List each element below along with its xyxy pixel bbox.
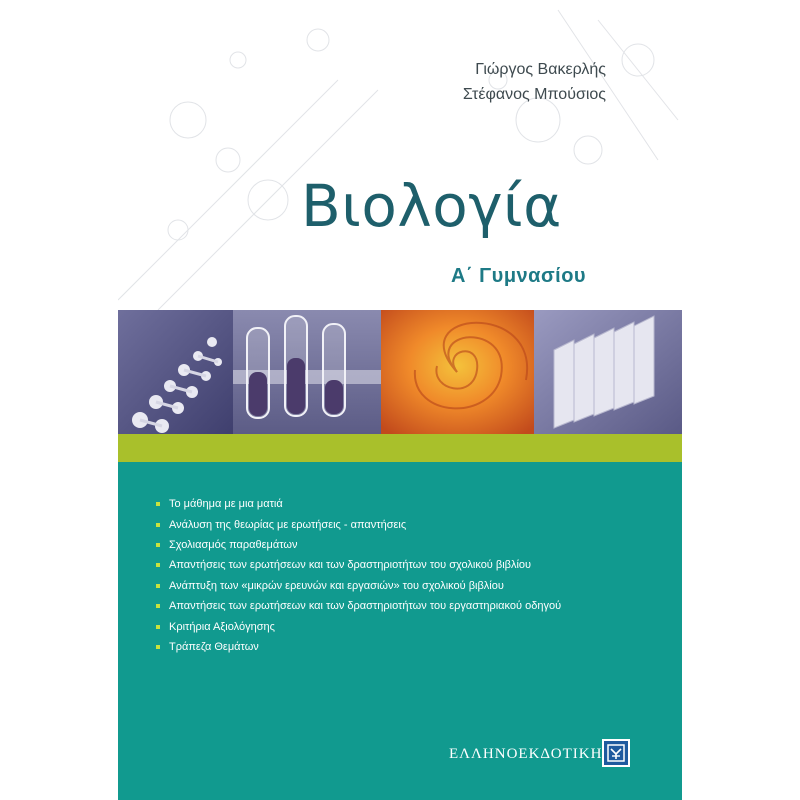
rose-photo [381,310,534,434]
bullet-icon [156,523,160,527]
background-pattern [118,0,682,310]
dna-helix-photo [118,310,233,434]
feature-item: Απαντήσεις των ερωτήσεων και των δραστηριοτήτων του εργαστηριακού οδηγού [156,596,561,616]
bullet-icon [156,502,160,506]
feature-item: Τράπεζα Θεμάτων [156,637,561,657]
logo-glyph [606,743,626,763]
feature-item: Το μάθημα με μια ματιά [156,494,561,514]
bullet-icon [156,625,160,629]
feature-item: Σχολιασμός παραθεμάτων [156,535,561,555]
photo-strip [118,310,682,434]
bullet-icon [156,563,160,567]
bullet-icon [156,604,160,608]
features-list [156,494,561,657]
author-names [463,57,606,107]
bullet-icon [156,645,160,649]
features-panel [118,462,682,800]
lime-band [118,434,682,462]
feature-item: Ανάπτυξη των «μικρών ερευνών και εργασιών» του σχολικού βιβλίου [156,576,561,596]
book-cover [118,0,682,800]
bullet-icon [156,584,160,588]
author-1: Γιώργος Βακερλής [475,61,606,78]
feature-item: Κριτήρια Αξιολόγησης [156,616,561,636]
publisher-logo-icon [602,739,630,767]
bullet-icon [156,543,160,547]
author-2: Στέφανος Μπούσιος [462,86,606,103]
test-tubes-photo [233,310,381,434]
publisher-name: ΕΛΛΗΝΟΕΚΔΟΤΙΚΗ [449,746,603,762]
feature-item: Απαντήσεις των ερωτήσεων και των δραστηριοτήτων του σχολικού βιβλίου [156,555,561,575]
book-subtitle: Α΄ Γυμνασίου [451,265,587,287]
lab-slides-photo [534,310,682,434]
book-title: Βιολογία [301,172,562,240]
feature-item: Ανάλυση της θεωρίας με ερωτήσεις - απαντήσεις [156,514,561,534]
